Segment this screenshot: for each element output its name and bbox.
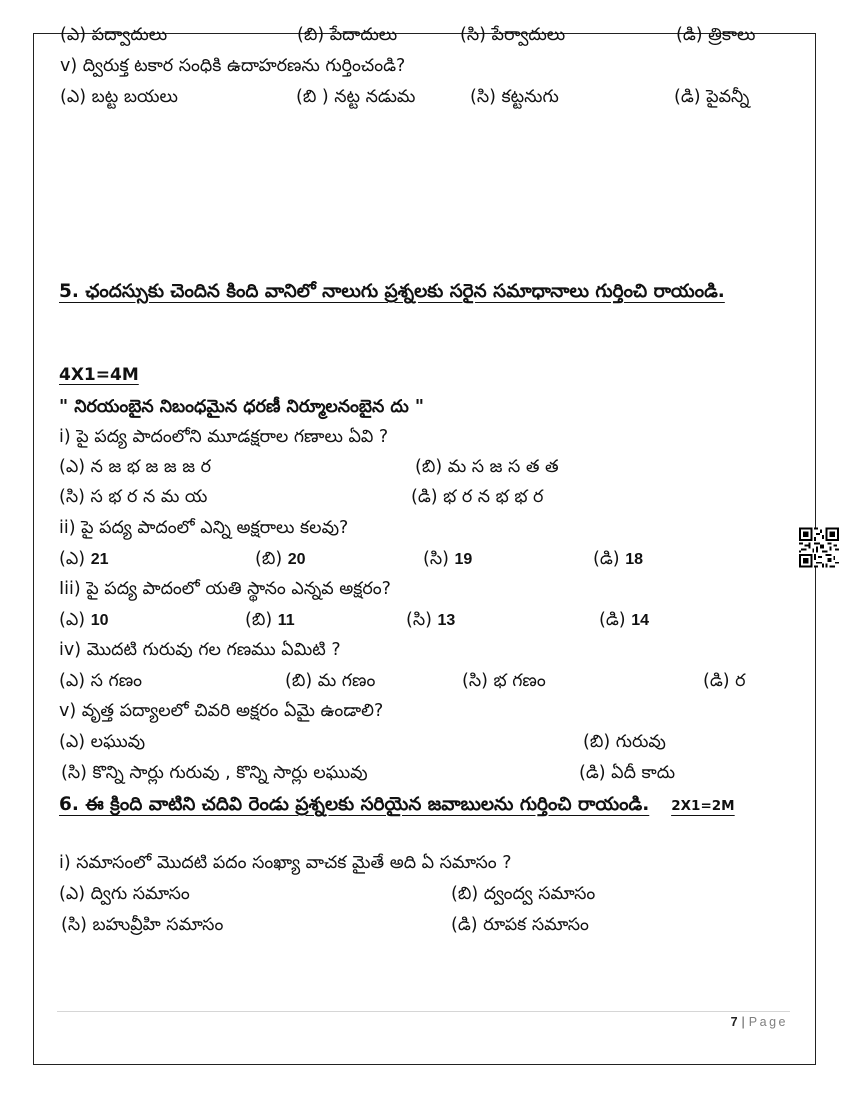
option-c [423,548,472,571]
option-a [59,548,108,571]
option-d [593,548,643,571]
section-6-title-text: 6. ఈ క్రింది వాటిని చదివి రెండు ప్రశ్నలకు సరియైన జవాబులను గుర్తించి రాయండి. [59,794,650,815]
option-b: (బి) ద్వంద్వ సమాసం [451,884,596,904]
section-6-title [59,789,794,822]
option-d: (డి) రూపక సమాసం [451,915,589,935]
q5-question: v) వృత్త పద్యాలలో చివరి అక్షరం ఏమై ఉండాలి? [59,701,384,721]
option-d: (డి) ర [703,671,746,691]
q4-question: iv) మొదటి గురువు గల గణము ఏమిటి ? [59,640,341,660]
option-a: (ఎ) లఘువు [59,732,146,752]
prev-question-v: v) ద్విరుక్త టకార సంధికి ఉదాహరణను గుర్తించండి? [60,56,406,76]
section-5-marks [59,364,139,386]
q2-question: ii) పై పద్య పాదంలో ఎన్ని అక్షరాలు కలవు? [59,518,349,538]
option-a: (ఎ) ద్విగు సమాసం [59,884,190,904]
option-d: (డి) ఏదీ కాదు [579,763,676,783]
option-value: 14 [631,612,649,629]
option-d: (డి) త్రికాలు [676,25,756,45]
option-a: (ఎ) న జ భ జ జ జ ర [59,457,211,477]
option-b: (బి) పేదాదులు [297,25,398,45]
option-value: 13 [437,612,456,629]
option-label: (బి) [255,549,283,569]
section-6-marks: 2X1=2M [671,798,735,814]
option-label: (బి) [245,610,273,630]
page-footer [731,1015,788,1029]
option-label: (ఎ) [59,610,86,630]
option-c: (సి) బహువ్రీహి సమాసం [61,915,224,935]
s6-q1-question: i) సమాసంలో మొదటి పదం సంఖ్యా వాచక మైతే అది ఏ సమాసం ? [59,853,512,873]
option-b: (బి) గురువు [583,732,666,752]
option-label: (డి) [599,610,626,630]
option-value: 11 [277,612,295,629]
option-b [255,548,306,571]
option-a: (ఎ) పద్వాదులు [60,25,168,45]
footer-divider [57,1011,790,1012]
option-c: (సి) కట్టనుగు [470,87,559,107]
page-number: 7 [730,1015,738,1029]
option-c: (సి) స భ ర న మ య [59,487,208,507]
option-c [406,609,455,632]
option-a: (ఎ) బట్ట బయలు [60,87,178,107]
qr-code-icon [799,527,839,568]
footer-separator: | [741,1015,745,1029]
option-c: (సి) కొన్ని సార్లు గురువు , కొన్ని సార్లు లఘువు [61,763,368,783]
section-5-title: 5. ఛందస్సుకు చెందిన కింది వానిలో నాలుగు ప్రశ్నలకు సరైన సమాధానాలు గుర్తించి రాయండి. [59,281,725,302]
option-a: (ఎ) స గణం [59,671,143,691]
option-d [599,609,649,632]
option-value: 19 [454,551,473,568]
q3-question: Iii) పై పద్య పాదంలో యతి స్థానం ఎన్నవ అక్షరం? [59,579,391,599]
option-a [59,609,108,632]
option-d: (డి) భ ర న భ భ ర [411,487,544,507]
marks-label: 4X1=4M [59,365,139,385]
option-value: 20 [287,551,306,568]
q1-question: i) పై పద్య పాదంలోని మూడక్షరాల గణాలు ఏవి ? [59,427,389,447]
option-value: 10 [90,612,109,629]
option-b: (బి ) నట్ట నడుమ [296,87,416,107]
option-label: (డి) [593,549,620,569]
verse-line: " నిరయంబైన నిబంధమైన ధరణీ నిర్మూలనంబైన దు " [59,397,425,417]
option-d: (డి) పైవన్నీ [674,87,750,107]
option-label: (ఎ) [59,549,86,569]
option-c: (సి) పేర్వాదులు [460,25,566,45]
option-value: 18 [625,551,643,568]
option-b [245,609,295,632]
option-label: (సి) [423,549,449,569]
option-b: (బి) మ గణం [285,671,376,691]
option-value: 21 [90,551,109,568]
page-label: Page [748,1015,788,1029]
option-b: (బి) మ స జ స త త [415,457,559,477]
option-label: (సి) [406,610,432,630]
option-c: (సి) భ గణం [462,671,546,691]
